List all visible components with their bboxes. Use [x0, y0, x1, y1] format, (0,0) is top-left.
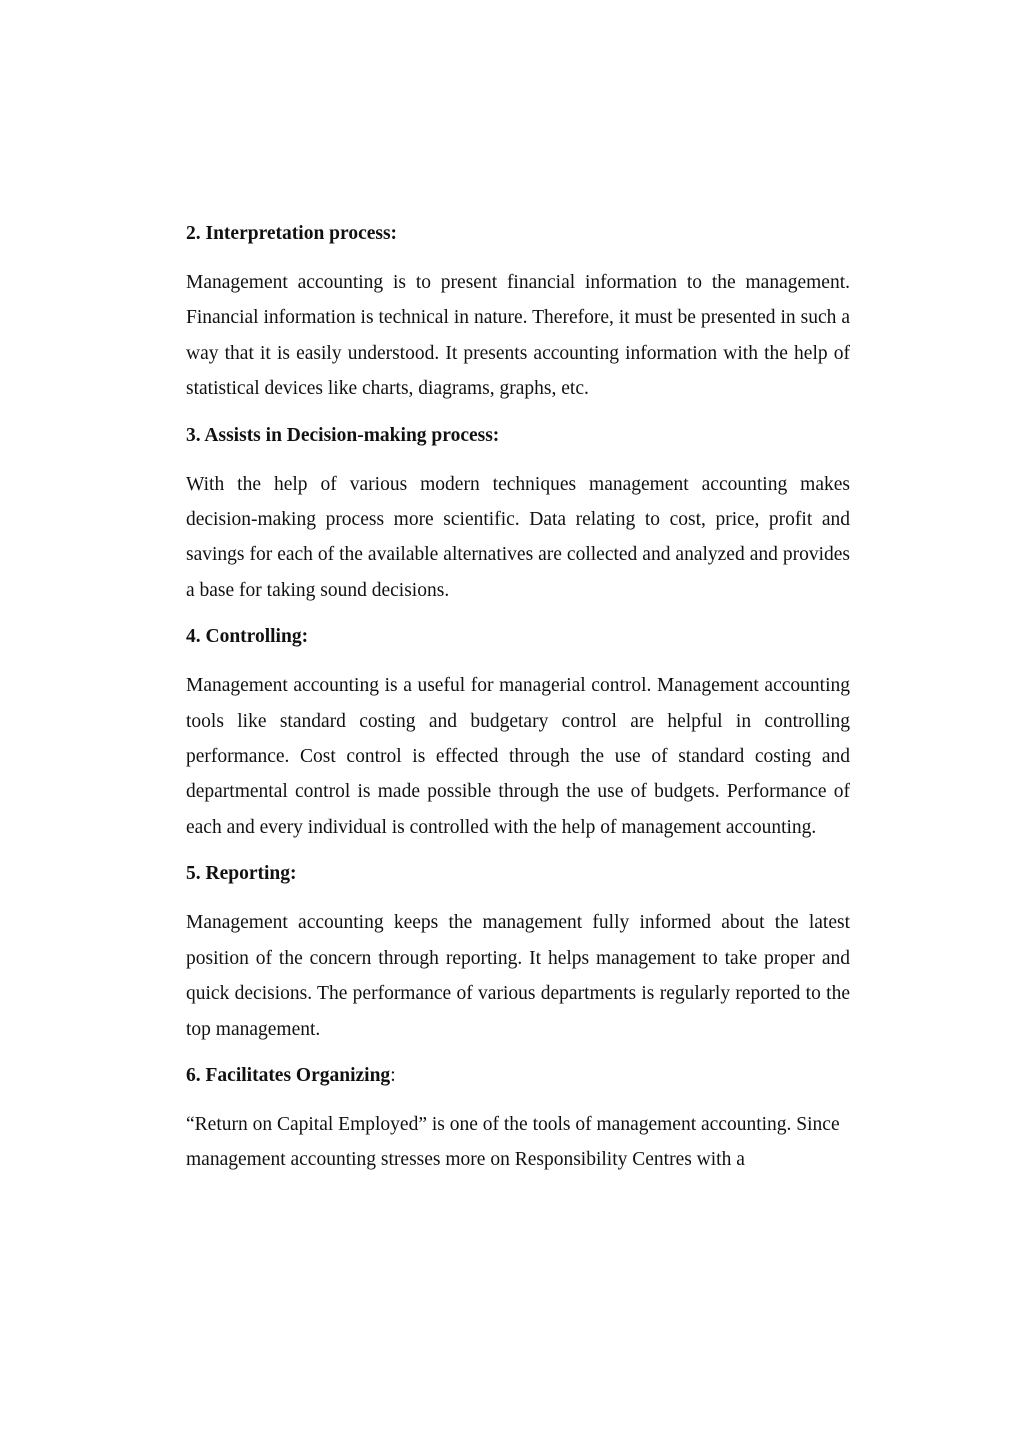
section-body: Management accounting is to present financial information to the management. Financial information is technical in nature. Therefore, it must be presented in such a way that it is easily understood. It presents accounting information with the help of statistical devices like charts, diagrams, graphs, etc.: [186, 272, 850, 400]
section-heading: 2. Interpretation process:: [186, 223, 398, 244]
section-heading: 3. Assists in Decision-making process:: [186, 424, 500, 446]
section-body: Management accounting keeps the management fully informed about the latest position of the concern through reporting. It helps management to take proper and quick decisions. The performance of various departments is regularly reported to the top management.: [186, 912, 850, 1040]
section-interpretation: [186, 219, 850, 407]
section-facilitates-organizing: [186, 1061, 850, 1178]
section-heading: 4. Controlling:: [186, 626, 309, 648]
section-controlling: [186, 622, 850, 845]
section-decision-making: [186, 421, 850, 609]
section-heading-suffix: :: [390, 1064, 396, 1086]
section-heading: [186, 1061, 850, 1091]
document-page: [186, 219, 850, 1192]
section-body: Management accounting is a useful for managerial control. Management accounting tools like standard costing and budgetary control are helpful in controlling performance. Cost control is effected through the use of standard costing and departmental control is made possible through the use of budgets. Performance of each and every individual is controlled with the help of management accounting.: [186, 675, 850, 838]
section-body: With the help of various modern techniques management accounting makes decision-making process more scientific. Data relating to cost, price, profit and savings for each of the available alternatives are collected and analyzed and provides a base for taking sound decisions.: [186, 473, 850, 601]
section-body: “Return on Capital Employed” is one of the tools of management accounting. Since management accounting stresses more on Responsibility Centres with a: [186, 1113, 840, 1171]
section-heading-text: 6. Facilitates Organizing: [186, 1064, 391, 1086]
section-reporting: [186, 859, 850, 1047]
section-heading: 5. Reporting:: [186, 863, 297, 885]
